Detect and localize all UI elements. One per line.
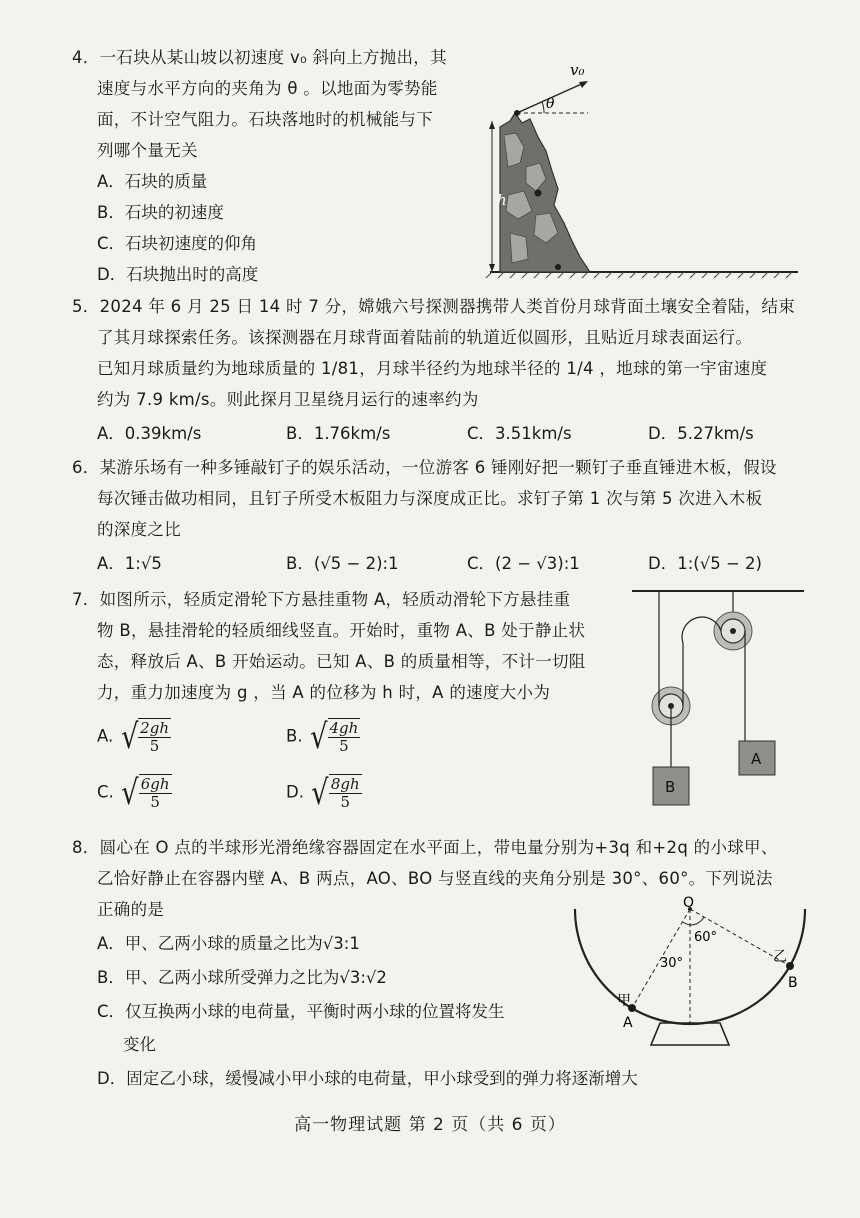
q8-ball-yi-label: 乙 — [773, 949, 787, 965]
q4-line-2: 速度与水平方向的夹角为 θ 。以地面为零势能 — [97, 79, 438, 98]
q6-option-a: A．1:√5 — [97, 554, 162, 573]
q7-option-a — [97, 718, 171, 762]
q5-line-4: 约为 7.9 km/s。则此探月卫星绕月运行的速率约为 — [97, 390, 479, 409]
q5-line-2: 了其月球探索任务。该探测器在月球背面着陆前的轨道近似圆形，且贴近月球表面运行。 — [97, 328, 753, 347]
q7-option-a-label: A. — [97, 726, 114, 746]
q5-option-b: B．1.76km/s — [286, 424, 391, 443]
q7-option-d-numerator: 8gh — [330, 775, 360, 793]
q7-option-c-label: C. — [97, 782, 114, 802]
q4-option-a: A．石块的质量 — [97, 172, 208, 191]
q7-option-a-sqrt: √ $\frac{2gh}{5}$ — [120, 716, 169, 757]
q7-option-c — [97, 774, 172, 818]
q7-option-b-numerator: 4gh — [329, 719, 359, 737]
q5-option-c: C．3.51km/s — [467, 424, 572, 443]
q8-angle-60-label: 60° — [694, 930, 718, 945]
q8-line-1: 8．圆心在 O 点的半球形光滑绝缘容器固定在水平面上，带电量分别为+3q 和+2q 的小球甲、 — [72, 838, 778, 857]
q8-option-c-cont: 变化 — [123, 1035, 156, 1054]
q5-line-3: 已知月球质量约为地球质量的 1/81，月球半径约为地球半径的 1/4 ，地球的第一宇宙速度 — [97, 359, 768, 378]
q8-point-a-label: A — [623, 1015, 633, 1031]
q6-line-2: 每次锤击做功相同，且钉子所受木板阻力与深度成正比。求钉子第 1 次与第 5 次进入木板 — [97, 489, 763, 508]
q7-option-b-label: B. — [286, 726, 303, 746]
q4-option-b: B．石块的初速度 — [97, 203, 224, 222]
q4-line-3: 面，不计空气阻力。石块落地时的机械能与下 — [97, 110, 433, 129]
q8-point-o-label: O — [683, 895, 695, 911]
q8-option-a: A．甲、乙两小球的质量之比为√3:1 — [97, 934, 360, 953]
q7-option-c-numerator: 6gh — [140, 775, 170, 793]
q7-option-b-denominator: 5 — [339, 737, 349, 755]
q5-option-a: A．0.39km/s — [97, 424, 202, 443]
q7-option-a-denominator: 5 — [149, 737, 160, 755]
q8-point-b-label: B — [788, 975, 798, 991]
q7-option-d — [286, 774, 362, 818]
q7-line-4: 力，重力加速度为 g ，当 A 的位移为 h 时，A 的速度大小为 — [97, 683, 551, 702]
q8-option-d: D．固定乙小球，缓慢减小甲小球的电荷量，甲小球受到的弹力将逐渐增大 — [97, 1069, 638, 1088]
q7-option-c-denominator: 5 — [150, 793, 160, 811]
q5-line-1: 5．2024 年 6 月 25 日 14 时 7 分，嫦娥六号探测器携带人类首份月球背面土壤安全着陆，结束 — [72, 297, 796, 316]
q4-option-c: C．石块初速度的仰角 — [97, 234, 258, 253]
q6-line-3: 的深度之比 — [97, 520, 181, 539]
q4-line-1: 4．一石块从某山坡以初速度 v₀ 斜向上方抛出，其 — [72, 48, 447, 67]
q7-option-d-denominator: 5 — [340, 793, 351, 811]
q6-option-c: C．(2 − √3):1 — [467, 554, 580, 573]
q4-cliff-figure — [480, 55, 800, 280]
q4-v0-label: v₀ — [570, 61, 585, 79]
q7-line-2: 物 B，悬挂滑轮的轻质细线竖直。开始时，重物 A、B 处于静止状 — [97, 621, 586, 640]
q7-weight-b-label: B — [665, 778, 676, 796]
q7-line-1: 7．如图所示，轻质定滑轮下方悬挂重物 A，轻质动滑轮下方悬挂重 — [72, 590, 571, 609]
q7-option-a-numerator: 2gh — [140, 719, 169, 737]
q7-weight-a-label: A — [751, 750, 762, 768]
q7-line-3: 态，释放后 A、B 开始运动。已知 A、B 的质量相等，不计一切阻 — [97, 652, 586, 671]
q5-option-d: D．5.27km/s — [648, 424, 754, 443]
q6-option-b: B．(√5 − 2):1 — [286, 554, 399, 573]
q4-h-label: h — [497, 191, 507, 209]
q7-option-d-sqrt: √ $\frac{8gh}{5}$ — [311, 772, 360, 813]
q6-line-1: 6．某游乐场有一种多锤敲钉子的娱乐活动，一位游客 6 锤刚好把一颗钉子垂直锤进木板，假设 — [72, 458, 777, 477]
q8-ball-jia-label: 甲 — [617, 993, 631, 1009]
q4-option-d: D．石块抛出时的高度 — [97, 265, 259, 284]
page-footer: 高一物理试题 第 2 页（共 6 页） — [294, 1115, 566, 1135]
q6-option-d: D．1:(√5 − 2) — [648, 554, 762, 573]
q8-bowl-figure — [565, 895, 815, 1055]
q7-pulley-figure — [628, 585, 808, 825]
q8-angle-30-label: 30° — [660, 956, 684, 971]
q8-option-b: B．甲、乙两小球所受弹力之比为√3:√2 — [97, 968, 387, 987]
q7-option-c-sqrt: √ $\frac{6gh}{5}$ — [121, 772, 170, 813]
q7-option-b — [286, 718, 360, 762]
q7-option-d-label: D. — [286, 782, 304, 802]
q8-line-2: 乙恰好静止在容器内壁 A、B 两点，AO、BO 与竖直线的夹角分别是 30°、60°。下列说法 — [97, 869, 773, 888]
q8-option-c: C．仅互换两小球的电荷量，平衡时两小球的位置将发生 — [97, 1002, 505, 1021]
q4-line-4: 列哪个量无关 — [97, 141, 198, 160]
q4-theta-label: θ — [546, 96, 555, 112]
q7-option-b-sqrt: √ $\frac{4gh}{5}$ — [309, 716, 359, 757]
q8-line-3: 正确的是 — [97, 900, 165, 919]
